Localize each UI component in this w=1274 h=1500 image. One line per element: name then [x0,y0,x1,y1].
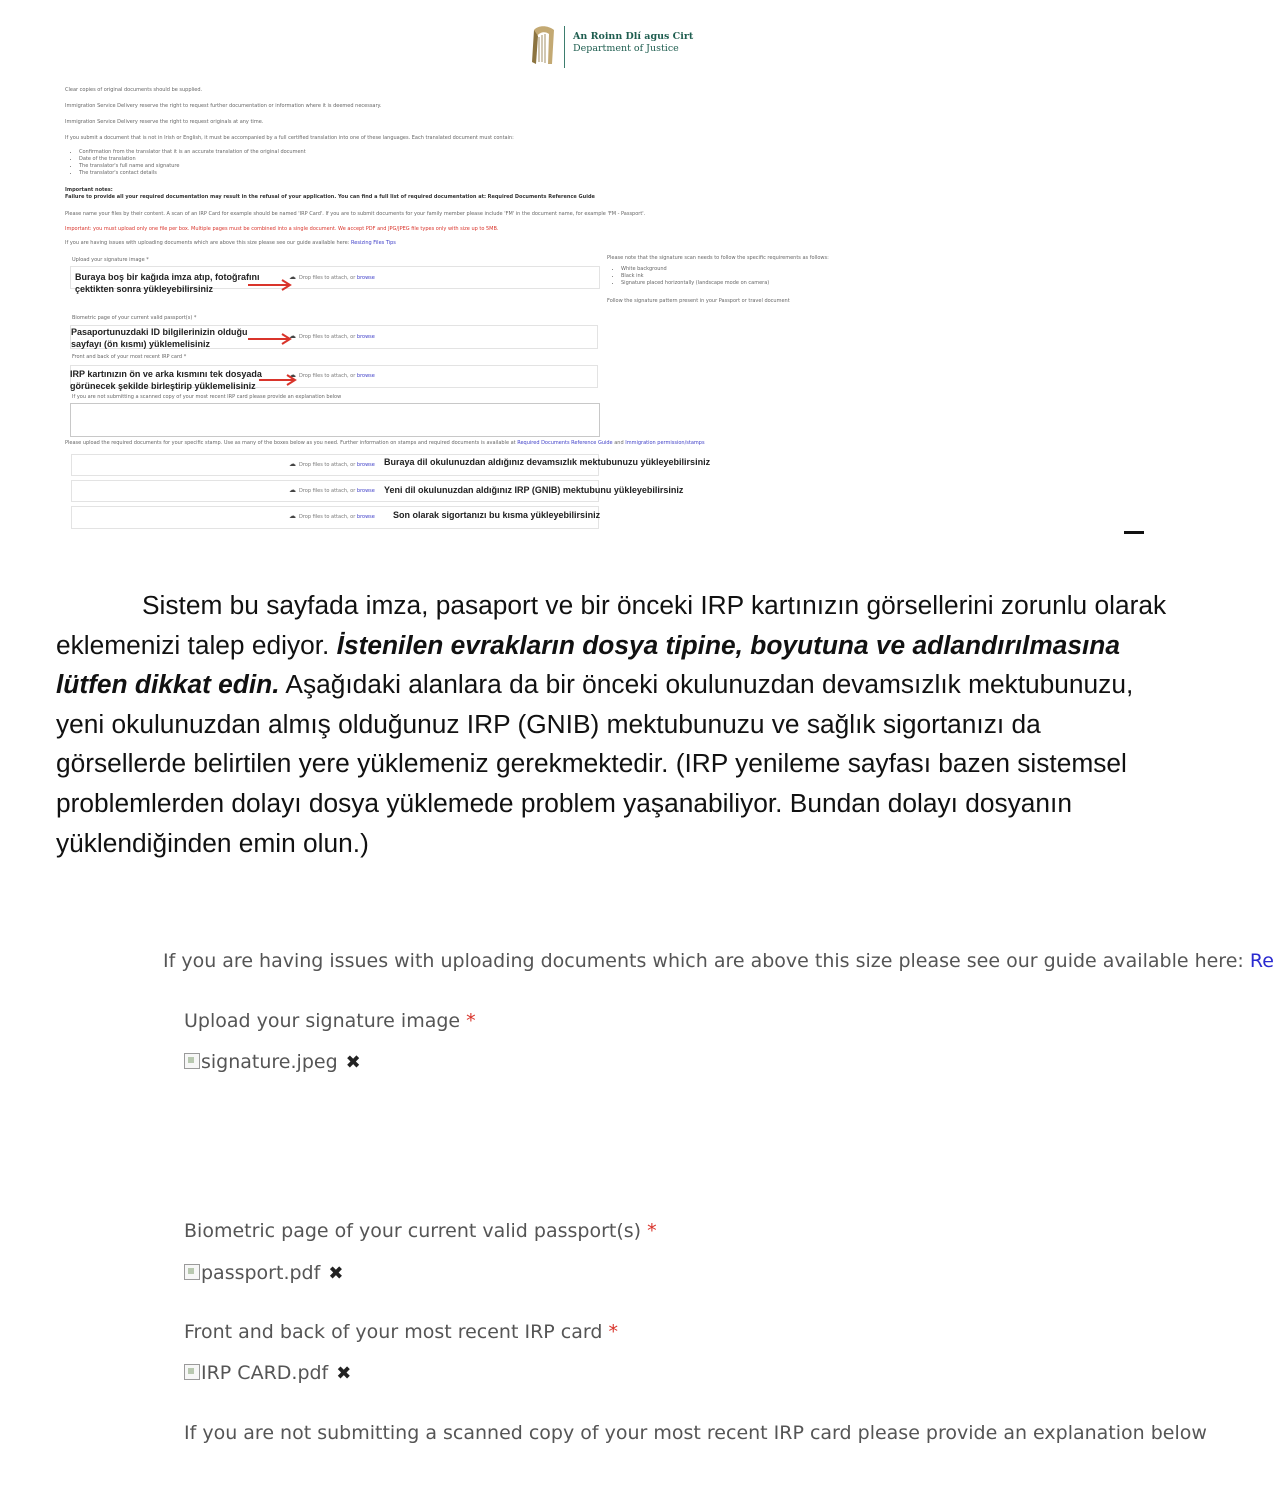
resize-help [65,240,396,247]
important-text: Failure to provide all your required documentation may result in the refusal of your application. You can find a full list of required documentation at: [65,194,486,200]
department-logo [526,24,694,70]
cloud-upload-icon: ☁ [289,371,296,379]
passport-label: Biometric page of your current valid passport(s) * [72,315,197,321]
list-item: • Confirmation from the translator that it is an accurate translation of the original document [79,149,306,156]
stamp-info [65,440,705,447]
broken-image-icon [184,1264,200,1280]
explanation-textarea[interactable] [70,403,600,437]
cloud-upload-icon: ☁ [289,273,296,281]
required-mark: * [466,1010,476,1032]
harp-icon [528,24,558,68]
red-arrow-icon [247,333,293,345]
irp-note-tr: IRP kartınızın ön ve arka kısmını tek dosyada görünecek şekilde birleştirip yüklemelisiniz [70,369,262,391]
list-item: • The translator's full name and signature [79,163,306,170]
info-translation: If you submit a document that is not in Irish or English, it must be accompanied by a full certified translation into one of these languages. Each translated document must contain: [65,135,514,141]
info-further-docs: Immigration Service Delivery reserve the right to request further documentation or information where it is deemed necessary. [65,103,382,109]
passport-file-item [184,1262,343,1284]
red-arrow-icon [258,374,298,386]
instructions-paragraph [56,586,1176,863]
zoom-signature-label-text: Upload your signature image [184,1010,461,1032]
paragraph-emphasis: İstenilen evrakların dosya tipine, boyutuna ve adlandırılmasına lütfen dikkat edin. [56,629,1120,700]
signature-requirements: Please note that the signature scan needs to follow the specific requirements as follows: [607,255,829,261]
list-item: • White background [621,266,769,273]
zoom-explanation-label: If you are not submitting a scanned copy of your most recent IRP card please provide an explanation below [184,1422,1207,1444]
broken-image-icon [184,1364,200,1380]
signature-file-item [184,1051,361,1073]
stamp-note-3: Son olarak sigortanızı bu kısma yükleyebilirsiniz [393,510,601,520]
zoom-passport-label-text: Biometric page of your current valid passport(s) [184,1220,642,1242]
stamp-and: and [614,440,624,446]
stamp-note-1: Buraya dil okulunuzdan aldığınız devamsızlık mektubunuzu yükleyebilirsiniz [384,457,711,467]
paragraph-part1: Sistem bu sayfada imza, pasaport ve bir önceki IRP kartınızın görsellerini zorunlu olarak eklemenizi talep ediyor. [56,590,1167,660]
irp-file-name: IRP CARD.pdf [201,1362,329,1384]
browse-link[interactable]: browse [356,334,375,340]
signature-note-tr: Buraya boş bir kağıda imza atıp, fotoğrafını çektikten sonra yükleyebilirsiniz [75,272,260,294]
zoom-resize-help [163,950,1274,972]
resize-help-text: If you are having issues with uploading documents which are above this size please see our guide available here: [65,240,350,246]
drop-text: Drop files to attach, or [299,462,356,468]
zoom-resizing-link[interactable]: Re [1249,950,1274,972]
cloud-upload-icon: ☁ [289,512,296,520]
zoom-irp-label [184,1321,618,1343]
list-item: • Black ink [621,273,769,280]
upload-rules-warning: Important: you must upload only one file per box. Multiple pages must be combined into a single document. We accept PDF and JPG/JPEG file types only with size up to 5MB. [65,226,499,232]
stamp-note-2: Yeni dil okulunuzdan aldığınız IRP (GNIB) mektubunu yükleyebilirsiniz [384,485,684,495]
signature-drop-hint [289,273,375,281]
drop-text: Drop files to attach, or [299,334,356,340]
remove-file-icon[interactable]: ✖ [345,1052,361,1073]
logo-divider [564,26,565,68]
explanation-label: If you are not submitting a scanned copy of your most recent IRP card please provide an explanation below [72,394,342,400]
irp-file-item [184,1362,351,1384]
irp-label: Front and back of your most recent IRP card * [72,354,187,360]
signature-file-name: signature.jpeg [201,1051,338,1073]
resizing-files-link[interactable]: Resizing Files Tips [351,240,396,246]
list-item: • Date of the translation [79,156,306,163]
broken-image-icon [184,1053,200,1069]
list-item: • The translator's contact details [79,170,306,177]
signature-pattern-note: Follow the signature pattern present in your Passport or travel document [607,298,790,304]
zoom-irp-label-text: Front and back of your most recent IRP card [184,1321,603,1343]
logo-line-irish: An Roinn Dlí agus Cirt [573,31,694,42]
browse-link[interactable]: browse [356,373,375,379]
browse-link[interactable]: browse [356,275,375,281]
signature-requirements-list [607,266,769,287]
browse-link[interactable]: browse [356,514,375,520]
zoom-resize-text: If you are having issues with uploading documents which are above this size please see our guide available here: [163,950,1244,972]
info-naming: Please name your files by their content. A scan of an IRP Card for example should be named 'IRP Card'. If you are to submit documents for your family member please include 'FM' in the document name, for example 'FM - Passport'. [65,211,646,217]
irp-drop-hint [289,371,375,379]
required-mark: * [608,1321,618,1343]
passport-file-name: passport.pdf [201,1262,321,1284]
logo-line-english: Department of Justice [573,43,679,54]
red-arrow-icon [247,279,293,291]
stamp-drop-hint-2 [289,486,375,494]
required-docs-link-2[interactable]: Required Documents Reference Guide [517,440,613,446]
drop-text: Drop files to attach, or [299,275,356,281]
stamp-drop-hint-3 [289,512,375,520]
cloud-upload-icon: ☁ [289,332,296,340]
stamp-info-text: Please upload the required documents for your specific stamp. Use as many of the boxes below as you need. Further information on stamps and required documents is available at [65,440,516,446]
info-originals: Immigration Service Delivery reserve the right to request originals at any time. [65,119,264,125]
important-notes [65,187,595,201]
list-item: • Signature placed horizontally (landscape mode on camera) [621,280,769,287]
required-mark: * [647,1220,657,1242]
stamp-drop-hint-1 [289,460,375,468]
translation-requirements-list [65,149,306,177]
browse-link[interactable]: browse [356,488,375,494]
browse-link[interactable]: browse [356,462,375,468]
paragraph-part2: Aşağıdaki alanlara da bir önceki okulunuzdan devamsızlık mektubunuzu, yeni okulunuzdan almış olduğunuz IRP (GNIB) mektubunuzu ve sağlık sigortanızı da görsellerde belirtilen yere yüklemeniz gerekmektedir. (IRP yenileme sayfası bazen sistemsel problemlerden dolayı dosya yüklemede problem yaşanabiliyor. Bundan dolayı dosyanın yüklendiğinden emin olun.) [56,669,1134,858]
passport-note-tr: Pasaportunuzdaki ID bilgilerinizin olduğu sayfayı (ön kısmı) yüklemelisiniz [71,327,248,349]
info-clear-copies: Clear copies of original documents should be supplied. [65,87,203,93]
important-heading: Important notes: [65,187,113,193]
drop-text: Drop files to attach, or [299,514,356,520]
cloud-upload-icon: ☁ [289,460,296,468]
passport-drop-hint [289,332,375,340]
drop-text: Drop files to attach, or [299,488,356,494]
dash-mark [1124,531,1144,534]
required-docs-link[interactable]: Required Documents Reference Guide [487,194,595,200]
zoom-signature-label [184,1010,476,1032]
signature-label: Upload your signature image * [72,257,149,263]
immigration-stamps-link[interactable]: Immigration permission/stamps [625,440,705,446]
cloud-upload-icon: ☁ [289,486,296,494]
remove-file-icon[interactable]: ✖ [328,1263,344,1284]
drop-text: Drop files to attach, or [299,373,356,379]
zoom-passport-label [184,1220,657,1242]
remove-file-icon[interactable]: ✖ [336,1363,352,1384]
